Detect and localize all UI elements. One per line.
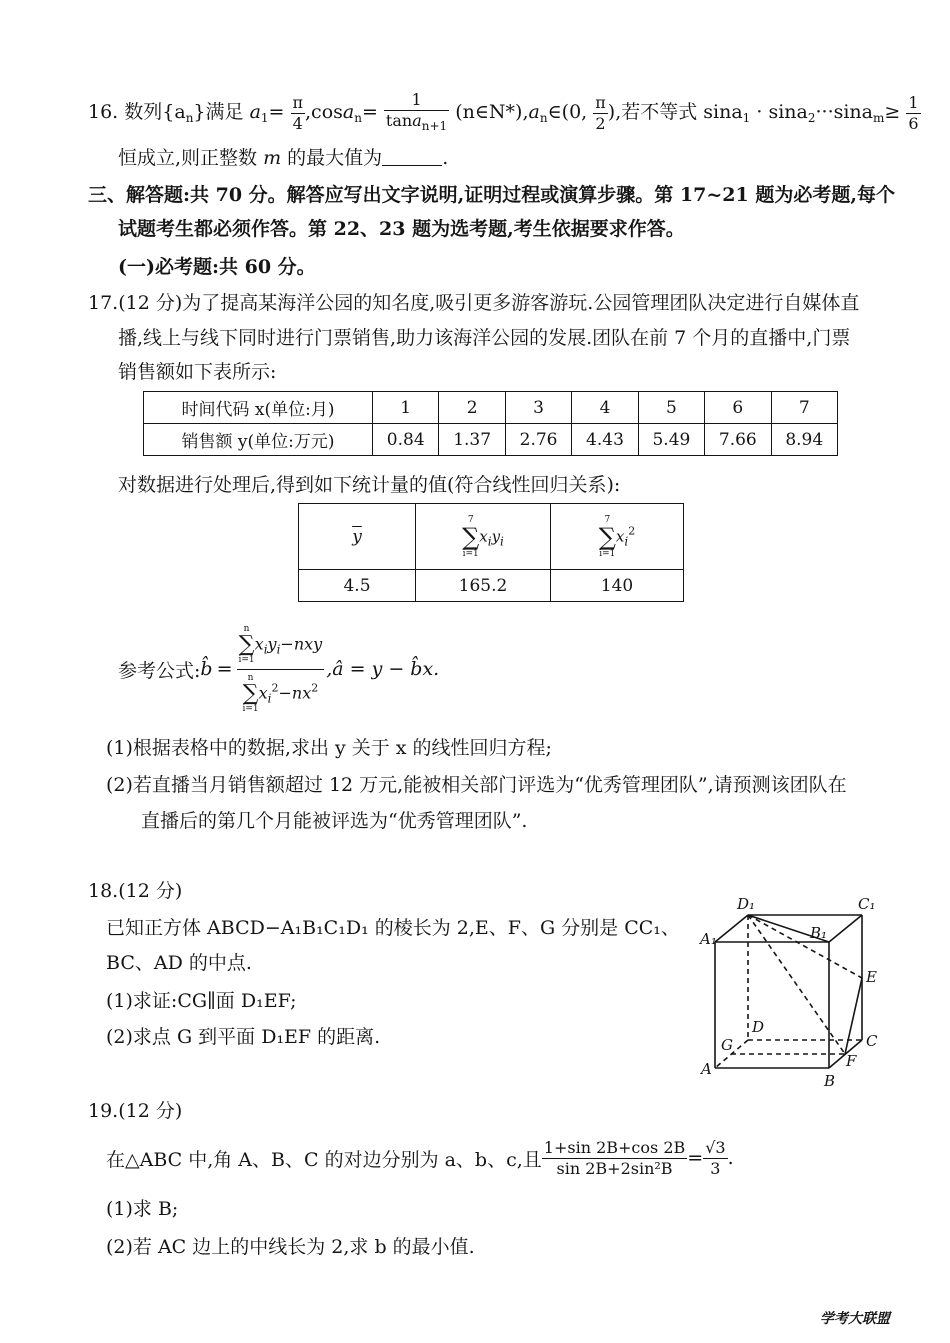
label-C: C <box>866 1032 878 1050</box>
label-B: B <box>824 1072 836 1090</box>
table-row <box>144 392 838 424</box>
footer-brand: 学考大联盟 <box>820 1311 890 1327</box>
label-B1: B₁ <box>810 924 828 942</box>
q16-line1: 16. 数列$\{a_n\}$满足 $a_1=$ $\frac{\pi}{4}$ ,cosa$_n$= $\frac{1}{\tan a_{n+1}}$ $(n\in N*),a_n\in(0$, $\frac{\pi}{2}$ ),若不等式 sina$_1$ · sina$_2$···sina$_m$≥ $\frac{1}{6}$ <box>88 88 921 136</box>
q17-part2-line1: (2)若直播当月销售额超过 12 万元,能被相关部门评选为“优秀管理团队”,请预测该团队在 <box>106 774 847 796</box>
q16-frac-pi4: $\frac{\pi}{4}$ <box>292 92 304 133</box>
q17-line1: 17.(12 分)为了提高某海洋公园的知名度,吸引更多游客游玩.公园管理团队决定进行自媒体直 <box>88 292 860 314</box>
q19-part2: (2)若 AC 边上的中线长为 2,求 b 的最小值. <box>106 1236 475 1258</box>
table-cell: 8.94 <box>771 424 837 456</box>
stats-cell: 140 <box>551 570 684 602</box>
label-C1: C₁ <box>858 895 876 913</box>
label-F: F <box>846 1052 857 1070</box>
label-A1: A₁ <box>700 930 717 948</box>
section3-sub: (一)必考题:共 60 分。 <box>118 256 316 278</box>
label-D: D <box>752 1018 765 1036</box>
q18-part1: (1)求证:CG∥面 D₁EF; <box>106 990 297 1012</box>
table-cell: 5 <box>638 392 704 424</box>
table-cell: 2 <box>439 392 505 424</box>
q18-line1: 已知正方体 ABCD−A₁B₁C₁D₁ 的棱长为 2,E、F、G 分别是 CC₁、 <box>106 917 680 939</box>
regression-fraction: n ∑ i=1 $x_iy_i-nxy$ n ∑ i=1 $x_i^2-nx^2$ <box>238 623 323 714</box>
q16-frac-pi2: $\frac{\pi}{2}$ <box>595 92 606 133</box>
q16-frac-1-6: $\frac{1}{6}$ <box>908 92 919 133</box>
stats-header-ybar: $\overline{y}$ <box>299 504 416 570</box>
table-cell: 3 <box>505 392 571 424</box>
label-D1: D₁ <box>737 895 756 913</box>
q17-after-table: 对数据进行处理后,得到如下统计量的值(符合线性回归关系): <box>118 474 621 496</box>
q16-line2: 恒成立,则正整数 m 的最大值为 . <box>118 147 449 169</box>
table-row <box>144 424 838 456</box>
q17-part2-line2: 直播后的第几个月能被评选为“优秀管理团队”. <box>141 810 528 832</box>
reference-formula: 参考公式: b̂ = n ∑ i=1 $x_iy_i-nxy$ n ∑ i=1 $x_i^2-nx^2$ ,â = y − b̂x. <box>118 623 440 714</box>
data-table <box>143 391 838 456</box>
answer-blank <box>382 147 442 166</box>
table-cell: 7.66 <box>705 424 771 456</box>
q16-frac-tan: $\frac{1}{\tan a_{n+1}}$ <box>385 90 448 133</box>
q17-part1: (1)根据表格中的数据,求出 y 关于 x 的线性回归方程; <box>106 737 552 759</box>
table-cell: 7 <box>771 392 837 424</box>
table-cell: 0.84 <box>373 424 439 456</box>
stats-header-sum-xy: 7 ∑ i=1 $x_iy_i$ <box>416 504 551 570</box>
table-cell: 5.49 <box>638 424 704 456</box>
q18-part2: (2)求点 G 到平面 D₁EF 的距离. <box>106 1026 381 1048</box>
section3-line1: 三、解答题:共 70 分。解答应写出文字说明,证明过程或演算步骤。第 17~21 题为必考题,每个 <box>88 184 895 206</box>
table-row <box>299 504 684 570</box>
table-cell: 4 <box>572 392 638 424</box>
label-G: G <box>721 1036 733 1054</box>
table-cell: 2.76 <box>505 424 571 456</box>
stats-header-sum-x2: 7 ∑ i=1 $x_i^2$ <box>551 504 684 570</box>
table-cell: 6 <box>705 392 771 424</box>
table-cell: 4.43 <box>572 424 638 456</box>
q16-number: 16. <box>88 101 119 123</box>
cube-figure <box>690 890 890 1100</box>
table-row <box>299 570 684 602</box>
stats-table <box>298 503 684 602</box>
table-cell: 1 <box>373 392 439 424</box>
q19-head: 19.(12 分) <box>88 1100 183 1122</box>
table-header-x: 时间代码 x(单位:月) <box>144 392 373 424</box>
q18-head: 18.(12 分) <box>88 880 183 902</box>
section3-line2: 试题考生都必须作答。第 22、23 题为选考题,考生依据要求作答。 <box>118 218 685 240</box>
table-header-y: 销售额 y(单位:万元) <box>144 424 373 456</box>
q19-part1: (1)求 B; <box>106 1198 179 1220</box>
q17-line2: 播,线上与线下同时进行门票销售,助力该海洋公园的发展.团队在前 7 个月的直播中,门票 <box>118 327 851 349</box>
q17-line3: 销售额如下表所示: <box>118 361 277 383</box>
q19-line1: 在△ABC 中,角 A、B、C 的对边分别为 a、b、c,且 $\frac{1+\sin 2B+\cos 2B}{\text{sin 2B+2sin²B}}$ = $\frac{√3}{3}$ . <box>106 1137 734 1178</box>
label-E: E <box>866 968 877 986</box>
stats-cell: 165.2 <box>416 570 551 602</box>
stats-cell: 4.5 <box>299 570 416 602</box>
q19-rhs-fraction: $\frac{√3}{3}$ <box>705 1137 726 1178</box>
q19-fraction: $\frac{1+\sin 2B+\cos 2B}{\text{sin 2B+2sin²B}}$ <box>543 1137 686 1178</box>
table-cell: 1.37 <box>439 424 505 456</box>
label-A: A <box>701 1060 712 1078</box>
q18-line2: BC、AD 的中点. <box>106 952 252 974</box>
